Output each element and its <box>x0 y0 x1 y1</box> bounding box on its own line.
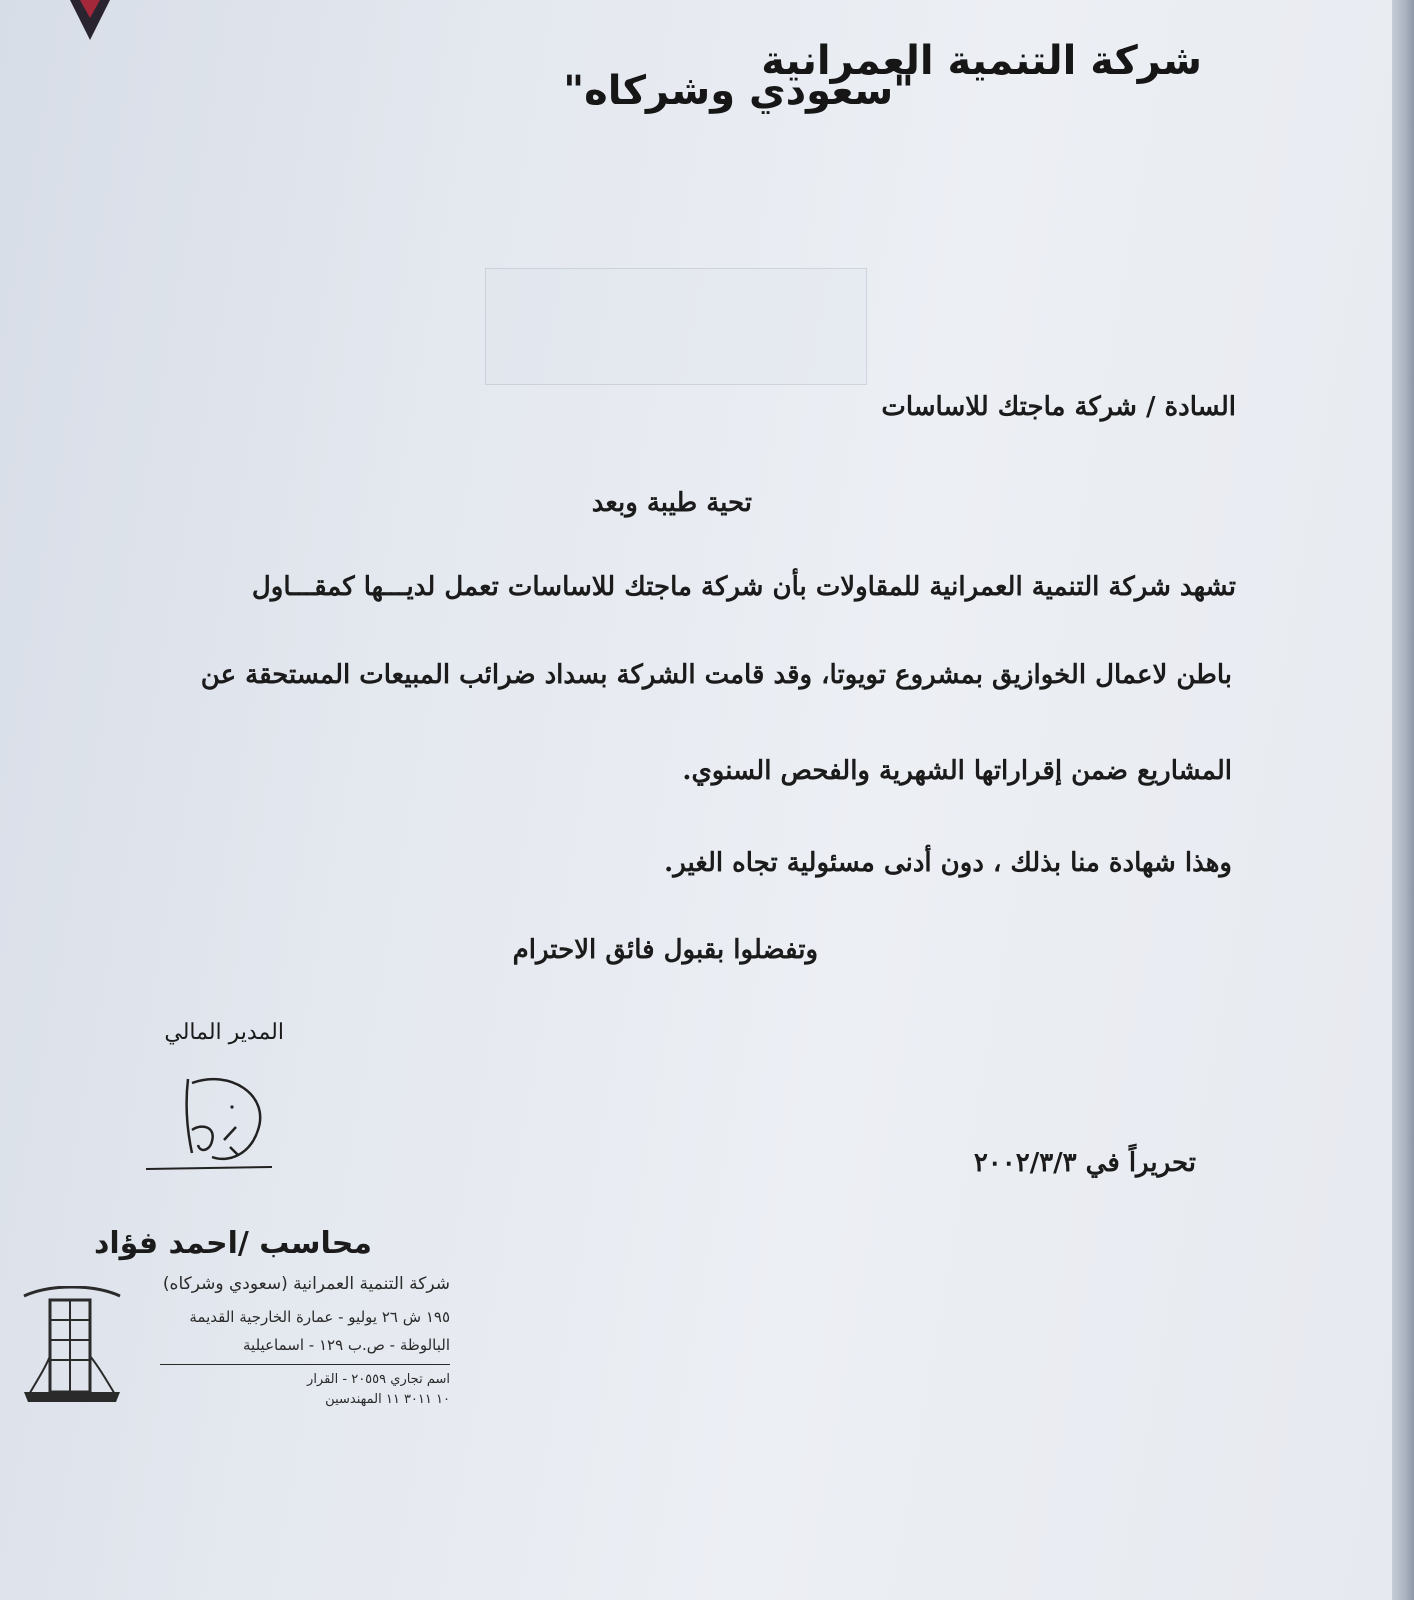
body-line-4: وهذا شهادة منا بذلك ، دون أدنى مسئولية تجاه الغير. <box>664 848 1232 878</box>
company-stamp <box>20 1268 460 1418</box>
accountant-name: محاسب /احمد فؤاد <box>93 1226 372 1261</box>
letterhead-subtitle: "سعودي وشركاه" <box>563 68 914 114</box>
stamp-company-name: شركة التنمية العمرانية (سعودي وشركاه) <box>162 1274 450 1294</box>
stamp-registry: اسم تجاري ٢٠٥٥٩ - القرار <box>307 1372 450 1387</box>
closing-line: وتفضلوا بقبول فائق الاحترام <box>512 935 818 965</box>
issue-date: تحريراً في ٢٠٠٢/٣/٣ <box>973 1148 1196 1178</box>
recipient-line: السادة / شركة ماجتك للاساسات <box>881 392 1236 422</box>
stamp-address: ١٩٥ ش ٢٦ يوليو - عمارة الخارجية القديمة <box>189 1308 450 1326</box>
faint-watermark-box <box>485 268 867 385</box>
page-edge <box>1392 0 1414 1600</box>
corner-mark-accent <box>80 0 100 18</box>
signature-title: المدير المالي <box>164 1020 284 1045</box>
body-line-3: المشاريع ضمن إقراراتها الشهرية والفحص السنوي. <box>682 756 1232 786</box>
body-line-2: باطن لاعمال الخوازيق بمشروع تويوتا، وقد قامت الشركة بسداد ضرائب المبيعات المستحقة عن <box>200 660 1232 690</box>
stamp-registry-2: ١٠ ٣٠١١ ١١ المهندسين <box>325 1392 450 1407</box>
letterhead-company-name: شركة التنمية العمرانية <box>761 38 1202 84</box>
stamp-divider <box>160 1364 450 1365</box>
stamp-building-logo <box>20 1286 124 1406</box>
greeting: تحية طيبة وبعد <box>591 488 752 518</box>
stamp-po-box: البالوظة - ص.ب ١٢٩ - اسماعيلية <box>243 1336 450 1354</box>
body-line-1: تشهد شركة التنمية العمرانية للمقاولات بأن شركة ماجتك للاساسات تعمل لديـــها كمقـــاول <box>251 572 1236 602</box>
handwritten-signature <box>140 1075 280 1170</box>
